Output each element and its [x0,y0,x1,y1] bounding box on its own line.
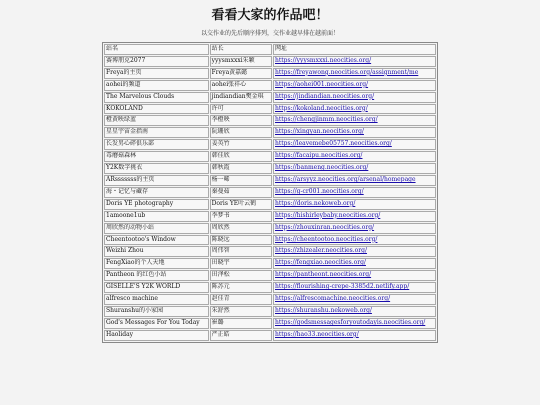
site-link[interactable]: https://hao33.neocities.org/ [275,330,359,338]
owner-cell: 李梦书 [210,211,272,222]
url-cell [273,163,436,174]
url-cell [273,175,436,186]
table-row [104,330,436,341]
site-name-cell: Doris YE photography [104,199,209,210]
url-cell [273,127,436,138]
url-cell [273,139,436,150]
owner-cell: 周欣然 [210,223,272,234]
page-title: 看看大家的作品吧！ [211,8,329,23]
url-cell [273,235,436,246]
owner-cell: 许可 [210,104,272,115]
owner-cell: 严正皓 [210,330,272,341]
owner-cell: 阮珊欣 [210,127,272,138]
url-cell [273,68,436,79]
owner-cell: 姜英竹 [210,139,272,150]
site-name-cell: 星星宇宙金指南 [104,127,209,138]
owner-cell: 周伟智 [210,246,272,257]
table-row [104,139,436,150]
url-cell [273,294,436,305]
table-row [104,211,436,222]
url-cell [273,330,436,341]
table-row [104,246,436,257]
table-row [104,104,436,115]
owner-cell: jindiandian樊金琪 [210,92,272,103]
owner-cell: 赵佳青 [210,294,272,305]
table-row [104,282,436,293]
table-row [104,258,436,269]
site-link[interactable]: https://chengjinmm.neocities.org/ [275,116,378,124]
site-link[interactable]: https://zhouxinran.neocities.org/ [275,223,375,231]
url-cell [273,246,436,257]
url-cell [273,223,436,234]
table-row [104,127,436,138]
site-name-cell: 赛博朋克2077 [104,56,209,67]
site-name-cell: KOKOLAND [104,104,209,115]
site-name-cell: 毒蘑菇森林 [104,151,209,162]
table-row [104,68,436,79]
url-cell [273,115,436,126]
owner-cell: 朱舒然 [210,306,272,317]
site-link[interactable]: https://alfrescomachine.neocities.org/ [275,295,391,303]
owner-cell: 崔璐 [210,318,272,329]
site-name-cell: 海・记忆与藏存 [104,187,209,198]
url-cell [273,258,436,269]
table-row [104,151,436,162]
table-row [104,80,436,91]
column-header-url: 网址 [273,44,436,55]
url-cell [273,56,436,67]
owner-cell: 秦曼茹 [210,187,272,198]
site-name-cell: 长发男心碎俱乐部 [104,139,209,150]
site-name-cell: 周欣然的动物小站 [104,223,209,234]
site-link[interactable]: https://facaipu.neocities.org/ [275,152,363,160]
owner-cell: yyysmxxxi朱颖 [210,56,272,67]
site-link[interactable]: https://yyysmxxxi.neocities.org/ [275,56,372,64]
table-row [104,294,436,305]
url-cell [273,282,436,293]
site-link[interactable]: https://freyawong.neocities.org/assignment/me [275,68,419,76]
site-link[interactable]: https://jindiandian.neocities.org/ [275,92,375,100]
site-name-cell: Y2K数字挑衣 [104,163,209,174]
owner-cell: 陈晓远 [210,235,272,246]
site-link[interactable]: https://zhizealer.neocities.org/ [275,247,368,255]
site-name-cell: Freya的主页 [104,68,209,79]
site-name-cell: Weizhi Zhou [104,246,209,257]
url-cell [273,318,436,329]
url-cell [273,187,436,198]
site-name-cell: Pantheon 的红色小站 [104,270,209,281]
column-header-site-name: 站名 [104,44,209,55]
site-link[interactable]: https://arsyyz.neocities.org/arsenal/homepage [275,175,416,183]
site-link[interactable]: https://fengxiao.neocities.org/ [275,259,366,267]
url-cell [273,92,436,103]
owner-cell: Freya黄嘉懿 [210,68,272,79]
site-link[interactable]: https://godsmessagesforyoutodayis.neocities.org/ [275,318,426,326]
site-name-cell: Shuranshu的小家园 [104,306,209,317]
owner-cell: 李橙映 [210,115,272,126]
site-name-cell: 橙黄映绿蓝 [104,115,209,126]
url-cell [273,80,436,91]
column-header-owner: 站长 [210,44,272,55]
site-link[interactable]: https://hishirleybaby.neocities.org/ [275,211,381,219]
table-row [104,56,436,67]
site-link[interactable]: https://pantheont.neocities.org/ [275,271,372,279]
owner-cell: 韩佳欣 [210,151,272,162]
owner-cell: 陈苏元 [210,282,272,293]
owner-cell: aohei张祥心 [210,80,272,91]
url-cell [273,306,436,317]
owner-cell: 田晓宇 [210,258,272,269]
site-link[interactable]: https://aohei001.neocities.org/ [275,80,369,88]
table-row [104,187,436,198]
table-row [104,270,436,281]
url-cell [273,270,436,281]
page-subtitle: 以交作业的先后顺序排列，交作业越早排在越前面！ [200,30,339,37]
table-row [104,163,436,174]
site-name-cell: Cheentootoo's Window [104,235,209,246]
url-cell [273,104,436,115]
owner-cell: 杨一晞 [210,175,272,186]
site-link[interactable]: https://kokoland.neocities.org/ [275,104,368,112]
sites-table [102,42,438,343]
site-name-cell: 1amoone1ub [104,211,209,222]
site-link[interactable]: https://leavemebe05757.neocities.org/ [275,140,392,148]
table-row [104,175,436,186]
table-row [104,306,436,317]
site-name-cell: ARsssssss的主页 [104,175,209,186]
table-row [104,92,436,103]
site-link[interactable]: https://g-cr001.neocities.org/ [275,187,364,195]
url-cell [273,199,436,210]
table-row [104,115,436,126]
table-row [104,199,436,210]
site-name-cell: FengXiao的个人天地 [104,258,209,269]
owner-cell: Doris YE叶云鹤 [210,199,272,210]
table-row [104,318,436,329]
site-name-cell: Haoliday [104,330,209,341]
url-cell [273,211,436,222]
site-link[interactable]: https://xingyan.neocities.org/ [275,128,364,136]
table-row [104,223,436,234]
site-name-cell: The Marvelous Clouds [104,92,209,103]
site-name-cell: GISELLE'S Y2K WORLD [104,282,209,293]
site-link[interactable]: https://flourishing-crepe-3385d2.netlify.app/ [275,283,410,291]
table-header-row [104,44,436,55]
site-link[interactable]: https://cheentootoo.neocities.org/ [275,235,378,243]
site-link[interactable]: https://banmeng.neocities.org/ [275,164,369,172]
owner-cell: 韩秋霞 [210,163,272,174]
site-name-cell: aohei的频道 [104,80,209,91]
url-cell [273,151,436,162]
table-row [104,235,436,246]
site-link[interactable]: https://doris.nekoweb.org/ [275,199,356,207]
site-name-cell: alfresco machine [104,294,209,305]
site-link[interactable]: https://shuranshu.nekoweb.org/ [275,306,372,314]
owner-cell: 田泽松 [210,270,272,281]
site-name-cell: God's Messages For You Today [104,318,209,329]
